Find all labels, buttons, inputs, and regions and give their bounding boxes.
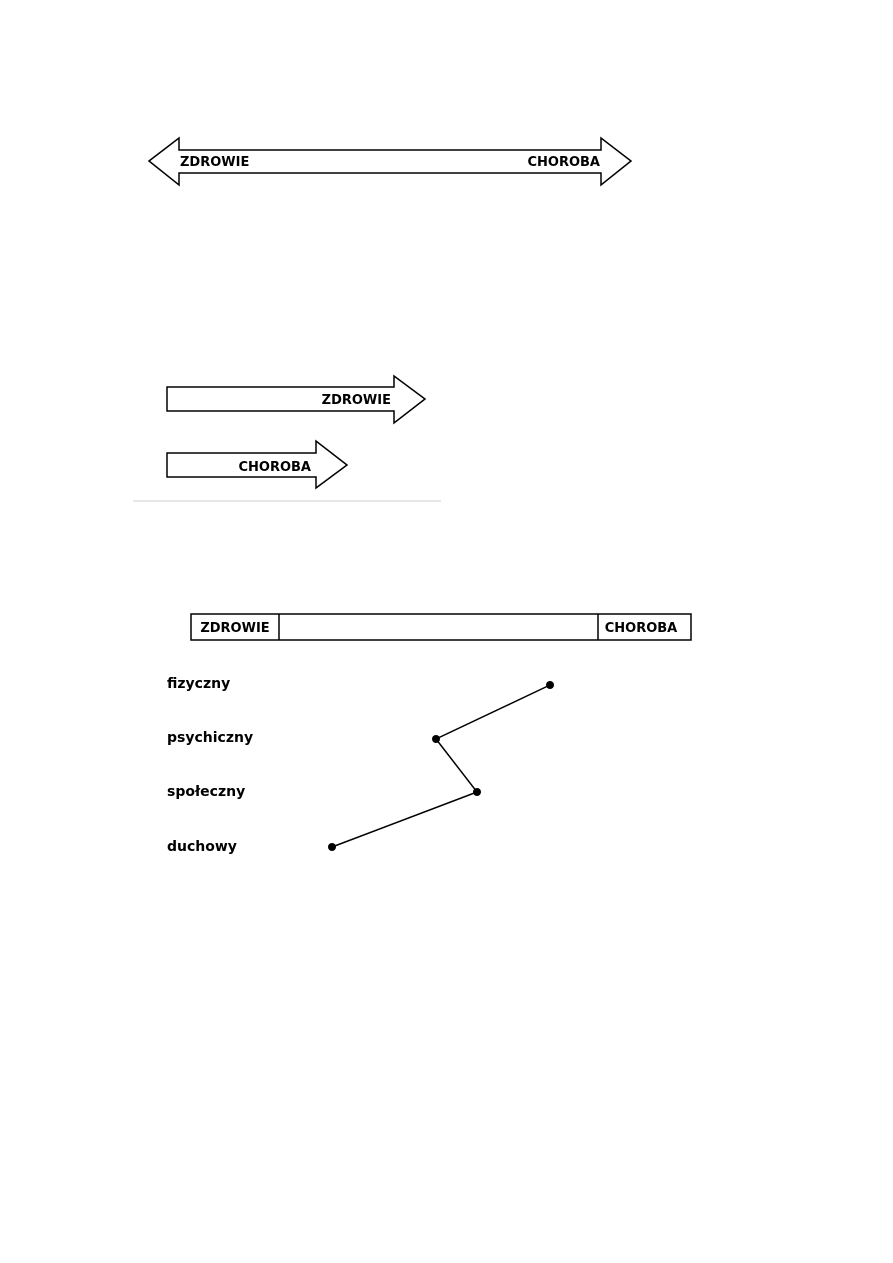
profile-point-spiritual: [328, 843, 336, 851]
continuum-box: [191, 614, 691, 640]
illness-arrow-label: CHOROBA: [238, 460, 311, 475]
double-arrow-continuum: [149, 138, 631, 185]
health-arrow-label: ZDROWIE: [321, 393, 391, 408]
dimension-profile: [167, 676, 554, 855]
double-arrow-right-label: CHOROBA: [527, 155, 600, 170]
continuum-box-left-label: ZDROWIE: [200, 621, 270, 636]
dimension-label-psychological: psychiczny: [167, 730, 254, 746]
dimension-label-spiritual: duchowy: [167, 839, 237, 855]
dimension-label-social: społeczny: [167, 784, 246, 800]
profile-point-psychological: [432, 735, 440, 743]
double-arrow-left-label: ZDROWIE: [180, 155, 250, 170]
continuum-box-right-label: CHOROBA: [604, 621, 678, 636]
profile-line: [332, 685, 550, 847]
separate-arrows: [133, 376, 441, 501]
profile-point-social: [473, 788, 481, 796]
dimension-label-physical: fizyczny: [167, 676, 231, 692]
profile-point-physical: [546, 681, 554, 689]
